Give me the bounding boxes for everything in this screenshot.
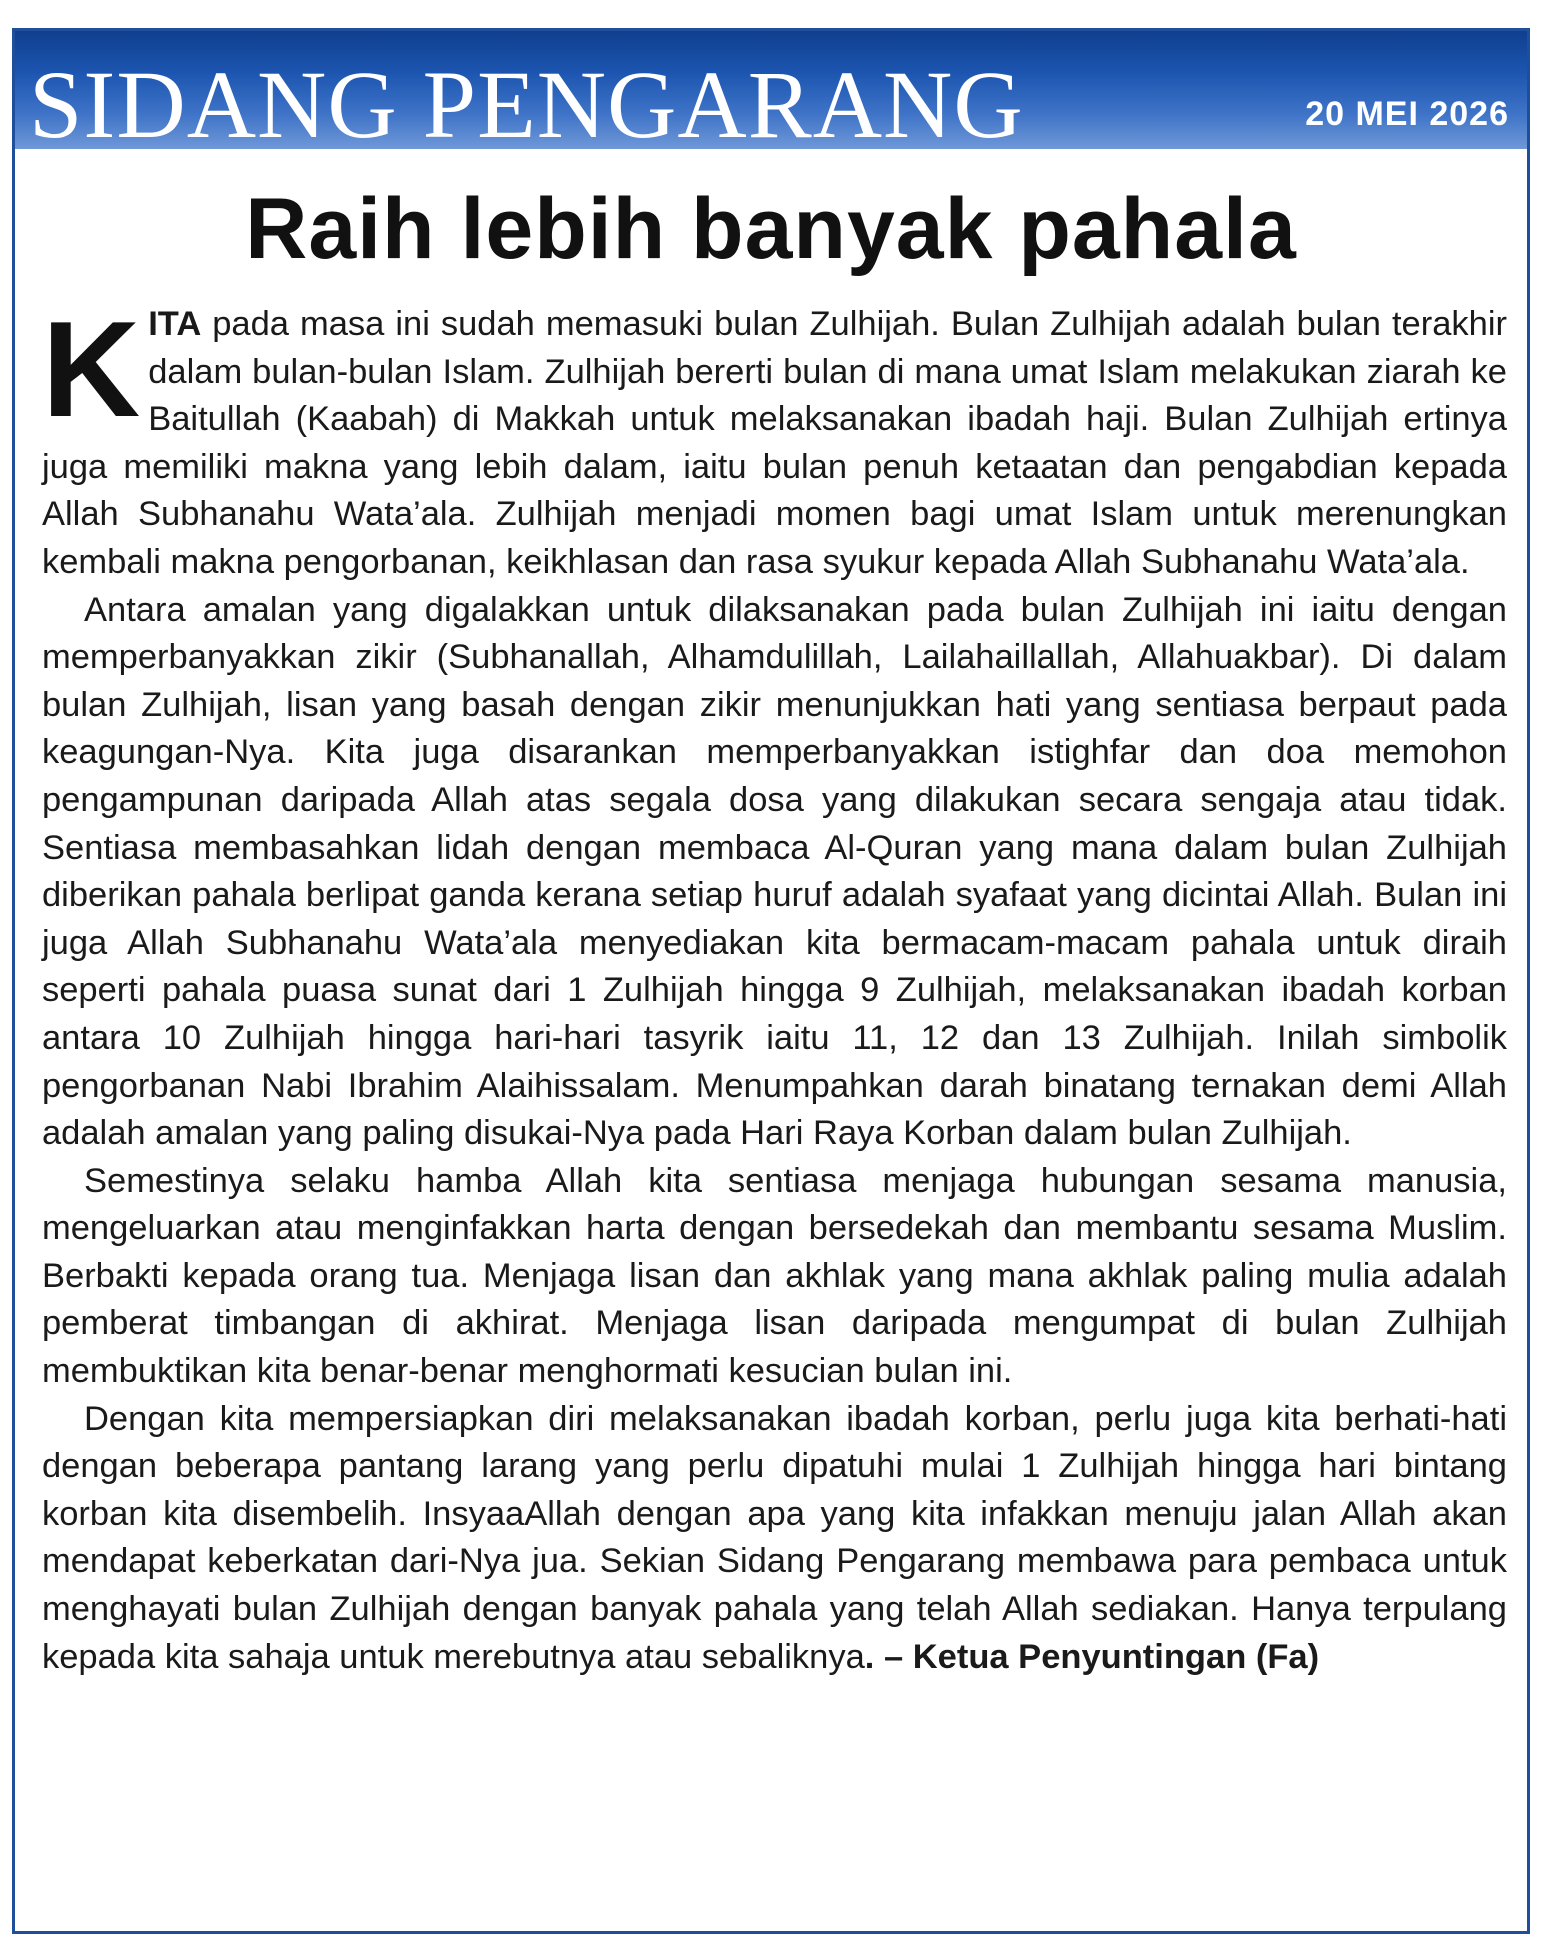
paragraph-4-text: Dengan kita mempersiapkan diri melaksanakan ibadah korban, perlu juga kita berhati-hati dengan beberapa pantang larang yang perlu dipatuhi mulai 1 Zulhijah hingga hari bintang korban kita disembelih. InsyaaAllah dengan apa yang kita infakkan menuju jalan Allah akan mendapat keberkatan dari-Nya jua. Sekian Sidang Pengarang membawa para pembaca untuk menghayati bulan Zulhijah dengan banyak pahala yang telah Allah sediakan. Hanya terpulang kepada kita sahaja untuk merebutnya atau sebaliknya (42, 1399, 1507, 1676)
article-headline: Raih lebih banyak pahala (245, 181, 1297, 277)
author-signoff: . – Ketua Penyuntingan (Fa) (864, 1637, 1320, 1676)
cropped-top-text (0, 0, 1548, 8)
paragraph-4 (42, 1396, 1507, 1682)
article-body (42, 293, 1507, 1681)
paragraph-1 (42, 293, 1507, 587)
paragraph-1-text: pada masa ini sudah memasuki bulan Zulhijah. Bulan Zulhijah adalah bulan terakhir dalam bulan-bulan Islam. Zulhijah bererti bulan di mana umat Islam melakukan ziarah ke Baitullah (Kaabah) di Makkah untuk melaksanakan ibadah haji. Bulan Zulhijah ertinya juga memiliki makna yang lebih dalam, iaitu bulan penuh ketaatan dan pengabdian kepada Allah Subhanahu Wata’ala. Zulhijah menjadi momen bagi umat Islam untuk merenungkan kembali makna pengorbanan, keikhlasan dan rasa syukur kepada Allah Subhanahu Wata’ala. (42, 305, 1507, 581)
masthead-banner (15, 31, 1527, 149)
drop-cap: K (42, 293, 141, 445)
masthead-title: SIDANG PENGARANG (29, 51, 1024, 149)
masthead-date: 20 MEI 2026 (1305, 95, 1509, 133)
lead-in-bold: ITA (148, 305, 202, 343)
paragraph-2: Antara amalan yang digalakkan untuk dilaksanakan pada bulan Zulhijah ini iaitu dengan memperbanyakkan zikir (Subhanallah, Alhamdulillah, Lailahaillallah, Allahuakbar). Di dalam bulan Zulhijah, lisan yang basah dengan zikir menunjukkan hati yang sentiasa berpaut pada keagungan-Nya. Kita juga disarankan memperbanyakkan istighfar dan doa memohon pengampunan daripada Allah atas segala dosa yang dilakukan secara sengaja atau tidak. Sentiasa membasahkan lidah dengan membaca Al-Quran yang mana dalam bulan Zulhijah diberikan pahala berlipat ganda kerana setiap huruf adalah syafaat yang dicintai Allah. Bulan ini juga Allah Subhanahu Wata’ala menyediakan kita bermacam-macam pahala untuk diraih seperti pahala puasa sunat dari 1 Zulhijah hingga 9 Zulhijah, melaksanakan ibadah korban antara 10 Zulhijah hingga hari-hari tasyrik iaitu 11, 12 dan 13 Zulhijah. Inilah simbolik pengorbanan Nabi Ibrahim Alaihissalam. Menumpahkan darah binatang ternakan demi Allah adalah amalan yang paling disukai-Nya pada Hari Raya Korban dalam bulan Zulhijah. (42, 590, 1507, 1153)
editorial-frame (12, 28, 1530, 1934)
paragraph-3: Semestinya selaku hamba Allah kita sentiasa menjaga hubungan sesama manusia, mengeluarkan atau menginfakkan harta dengan bersedekah dan membantu sesama Muslim. Berbakti kepada orang tua. Menjaga lisan dan akhlak yang mana akhlak paling mulia adalah pemberat timbangan di akhirat. Menjaga lisan daripada mengumpat di bulan Zulhijah membuktikan kita benar-benar menghormati kesucian bulan ini. (42, 1161, 1507, 1391)
